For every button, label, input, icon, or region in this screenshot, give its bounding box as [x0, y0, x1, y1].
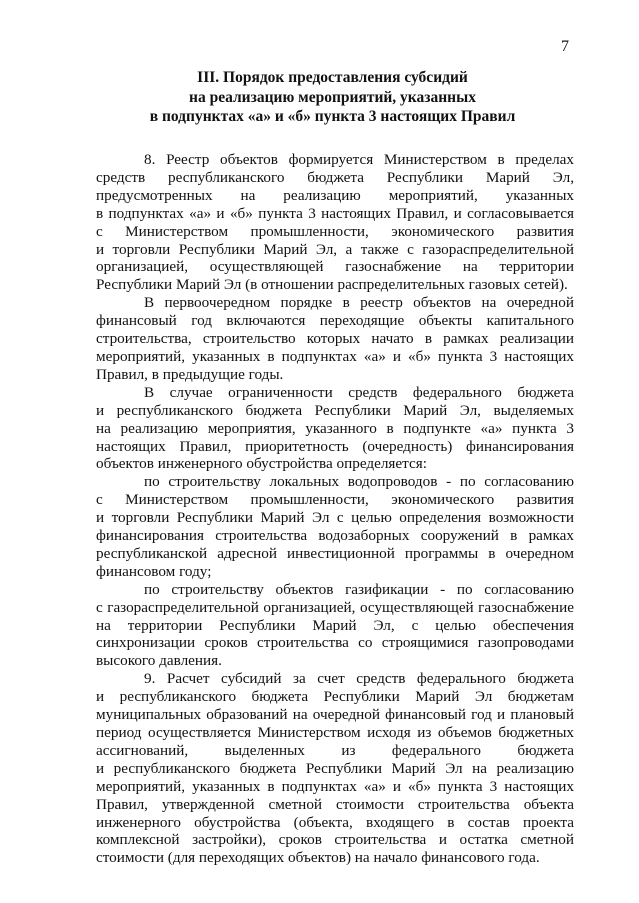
section-heading: [60, 68, 605, 127]
text-line: период осуществляется Министерством исходя из объемов бюджетных: [96, 724, 574, 741]
text-line: В первоочередном порядке в реестр объектов на очередной: [144, 294, 574, 312]
heading-line: в подпунктах «а» и «б» пункта 3 настоящих Правил: [149, 108, 516, 125]
text-line: объектов инженерного обустройства определяется:: [96, 455, 427, 473]
text-line: Правил, в предыдущие годы.: [96, 365, 284, 383]
text-line: и республиканского бюджета Республики Марий Эл бюджетам: [96, 688, 574, 706]
paragraph-gasification: [96, 581, 574, 671]
paragraph-limited-funds: [96, 384, 574, 474]
text-line: 9. Расчет субсидий за счет средств федерального бюджета: [144, 670, 574, 688]
text-line: стоимости (для переходящих объектов) на начало финансового года.: [96, 849, 540, 867]
text-line: средств республиканского бюджета Республики Марий Эл,: [96, 168, 574, 186]
text-line: мероприятий, указанных в подпунктах «а» и «б» пункта 3 настоящих: [96, 777, 574, 795]
text-line: с Министерством промышленности, экономического развития: [96, 491, 574, 509]
text-line: комплексной застройки), сроков строительства и остатка сметной: [96, 831, 574, 849]
text-line: организацией, осуществляющей газоснабжение на территории: [96, 258, 574, 276]
paragraph-8: [96, 151, 574, 294]
text-line: муниципальных образований на очередной финансовый год и плановый: [96, 706, 574, 724]
paragraph-water-supply: [96, 473, 574, 580]
text-line: В случае ограниченности средств федерального бюджета: [144, 383, 574, 401]
text-line: настоящих Правил, приоритетность (очередность) финансирования: [96, 437, 574, 455]
text-line: Правил, утвержденной сметной стоимости строительства объекта: [96, 795, 574, 813]
document-body: [96, 151, 574, 867]
text-line: финансовый год включаются переходящие объекты капитального: [96, 312, 574, 330]
text-line: на территории Республики Марий Эл, с целью обеспечения: [96, 616, 574, 634]
text-line: ассигнований, выделенных из федерального бюджета: [96, 741, 574, 759]
text-line: инженерного обустройства (объекта, входящего в состав проекта: [96, 813, 574, 831]
text-line: строительства, строительство которых начато в рамках реализации: [96, 330, 574, 348]
text-line: мероприятий, указанных в подпунктах «а» и «б» пункта 3 настоящих: [96, 347, 574, 365]
text-line: высокого давления.: [96, 652, 222, 670]
text-line: на реализацию мероприятия, указанного в подпункте «а» пункта 3: [96, 419, 574, 437]
text-line: по строительству локальных водопроводов - по согласованию: [144, 473, 574, 491]
text-line: по строительству объектов газификации - по согласованию: [144, 580, 574, 598]
paragraph-priority-objects: [96, 294, 574, 384]
heading-line: III. Порядок предоставления субсидий: [197, 69, 468, 86]
page-number: 7: [561, 38, 569, 55]
text-line: и торговли Республики Марий Эл с целью определения возможности: [96, 509, 574, 527]
text-line: и республиканского бюджета Республики Марий Эл на реализацию: [96, 759, 574, 777]
text-line: в подпунктах «а» и «б» пункта 3 настоящих Правил, и согласовывается: [96, 204, 574, 222]
paragraph-9: [96, 670, 574, 867]
text-line: синхронизации сроков строительства со строящимися газопроводами: [96, 634, 574, 652]
text-line: и торговли Республики Марий Эл, а также с газораспределительной: [96, 240, 574, 258]
text-line: финансовом году;: [96, 562, 212, 580]
text-line: предусмотренных на реализацию мероприятий, указанных: [96, 186, 574, 204]
text-line: Республики Марий Эл (в отношении распределительных газовых сетей).: [96, 276, 568, 294]
text-line: республиканской адресной инвестиционной программы в очередном: [96, 544, 574, 562]
heading-line: на реализацию мероприятий, указанных: [189, 88, 476, 106]
text-line: 8. Реестр объектов формируется Министерством в пределах: [144, 151, 574, 168]
text-line: с газораспределительной организацией, осуществляющей газоснабжение: [96, 598, 574, 616]
text-line: финансирования строительства водозаборных сооружений в рамках: [96, 527, 574, 545]
text-line: с Министерством промышленности, экономического развития: [96, 222, 574, 240]
text-line: и республиканского бюджета Республики Марий Эл, выделяемых: [96, 401, 574, 419]
